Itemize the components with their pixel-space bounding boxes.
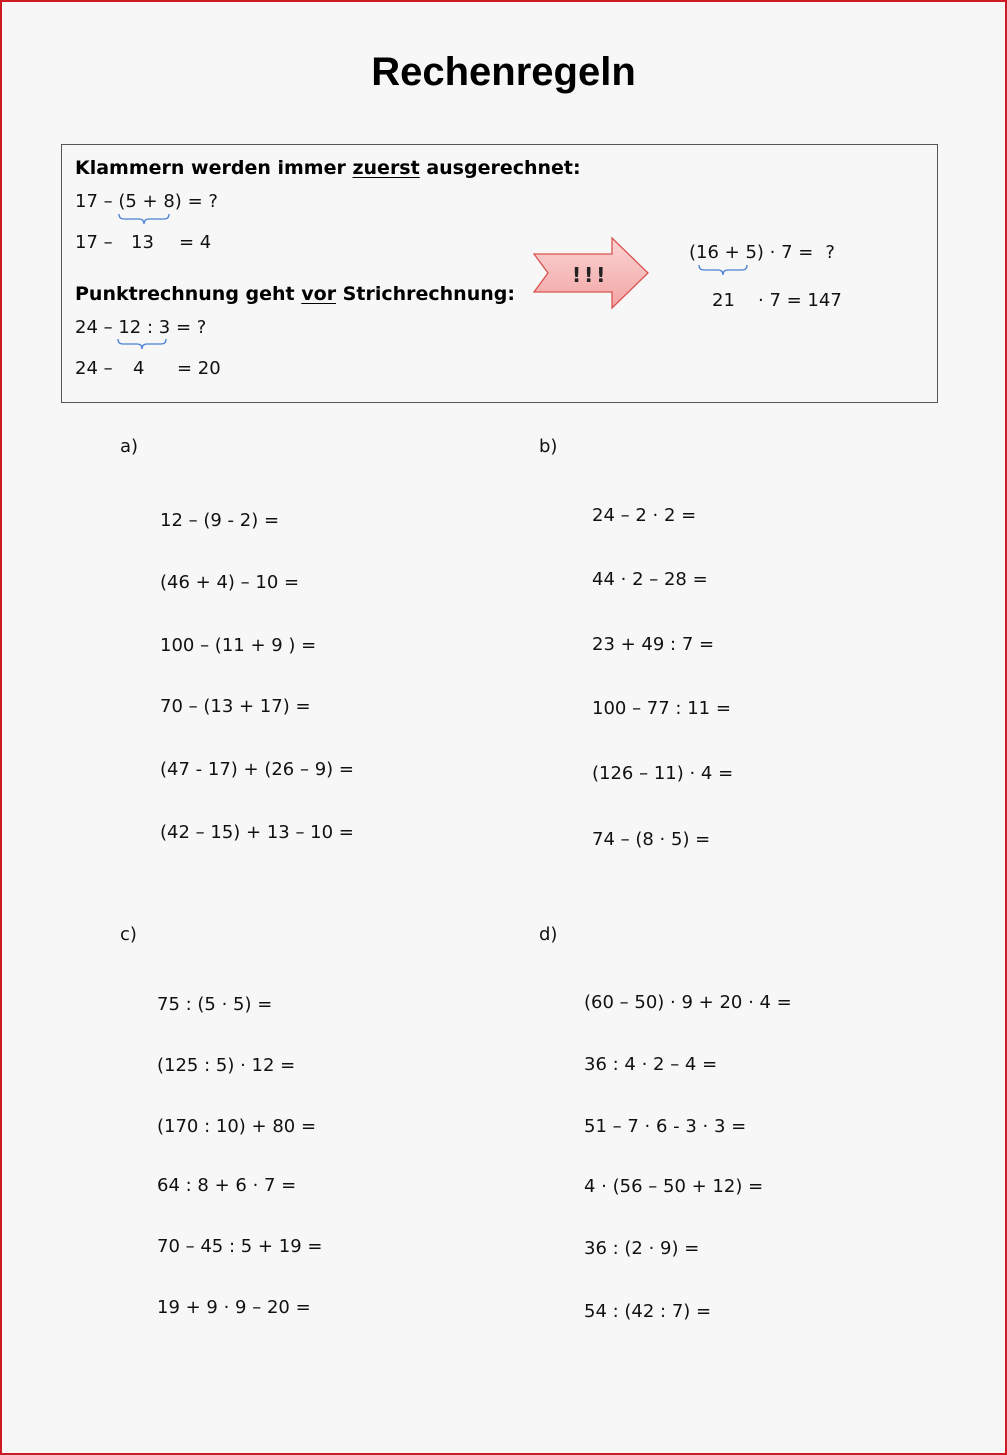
rule2-expr-right: = ? xyxy=(170,317,207,338)
task-d2: 36 : 4 · 2 – 4 = xyxy=(584,1054,718,1075)
rule2-expr-left: 24 – xyxy=(75,317,119,338)
task-b4: 100 – 77 : 11 = xyxy=(592,698,731,719)
task-c5: 70 – 45 : 5 + 19 = xyxy=(157,1236,323,1257)
example-result-left: 21 xyxy=(712,290,735,311)
task-a6: (42 – 15) + 13 – 10 = xyxy=(160,822,354,843)
rule1-result-left: 17 – xyxy=(75,232,113,253)
rule1-expr-bracket: (5 + 8) xyxy=(118,191,182,212)
task-b1: 24 – 2 · 2 = xyxy=(592,505,697,526)
task-c4: 64 : 8 + 6 · 7 = xyxy=(157,1175,297,1196)
task-b3: 23 + 49 : 7 = xyxy=(592,634,715,655)
rule1-result-right: = 4 xyxy=(179,232,212,253)
task-a4: 70 – (13 + 17) = xyxy=(160,696,311,717)
rule2-result-left: 24 – xyxy=(75,358,113,379)
task-d4: 4 · (56 – 50 + 12) = xyxy=(584,1176,764,1197)
section-d-label: d) xyxy=(539,924,558,945)
task-d1: (60 – 50) · 9 + 20 · 4 = xyxy=(584,992,792,1013)
rule1-underbrace xyxy=(118,213,170,225)
example-expr-bracket: (16 + 5) xyxy=(689,242,764,263)
section-a-label: a) xyxy=(120,436,139,457)
task-b6: 74 – (8 · 5) = xyxy=(592,829,711,850)
rule2-expr-bracket: 12 : 3 xyxy=(118,317,171,338)
rule1-heading-end: ausgerechnet: xyxy=(419,157,581,179)
rule1-expr-right: = ? xyxy=(181,191,218,212)
example-underbrace xyxy=(698,264,748,276)
example-result-right: · 7 = 147 xyxy=(758,290,842,311)
rule2-result-right: = 20 xyxy=(177,358,221,379)
task-c1: 75 : (5 · 5) = xyxy=(157,994,273,1015)
task-d3: 51 – 7 · 6 - 3 · 3 = xyxy=(584,1116,747,1137)
rule2-heading-start: Punktrechnung geht xyxy=(75,283,302,305)
rule2-heading-end: Strichrechnung: xyxy=(336,283,515,305)
task-b5: (126 – 11) · 4 = xyxy=(592,763,734,784)
rule2-underbrace xyxy=(117,338,167,350)
task-b2: 44 · 2 – 28 = xyxy=(592,569,708,590)
rule1-expression xyxy=(75,191,218,212)
example-expression xyxy=(689,242,835,263)
rule1-result-value: 13 xyxy=(131,232,154,253)
rules-box xyxy=(61,144,938,403)
rule2-heading-emphasis: vor xyxy=(301,283,337,305)
rule2-result-value: 4 xyxy=(133,358,145,379)
rule1-heading-start: Klammern werden immer xyxy=(75,157,353,179)
task-c3: (170 : 10) + 80 = xyxy=(157,1116,317,1137)
rule1-expr-left: 17 – xyxy=(75,191,119,212)
page-title: Rechenregeln xyxy=(371,50,636,94)
section-b-label: b) xyxy=(539,436,558,457)
task-a2: (46 + 4) – 10 = xyxy=(160,572,300,593)
task-d5: 36 : (2 · 9) = xyxy=(584,1238,700,1259)
task-a3: 100 – (11 + 9 ) = xyxy=(160,635,317,656)
arrow-label: !!! xyxy=(572,263,609,287)
task-c6: 19 + 9 · 9 – 20 = xyxy=(157,1297,311,1318)
rule1-heading xyxy=(75,157,581,179)
rule1-heading-emphasis: zuerst xyxy=(352,157,420,179)
task-a5: (47 - 17) + (26 – 9) = xyxy=(160,759,354,780)
task-a1: 12 – (9 - 2) = xyxy=(160,510,280,531)
example-question: ? xyxy=(825,242,835,263)
rule2-expression xyxy=(75,317,206,338)
task-c2: (125 : 5) · 12 = xyxy=(157,1055,296,1076)
task-d6: 54 : (42 : 7) = xyxy=(584,1301,712,1322)
rule2-heading xyxy=(75,283,515,305)
example-expr-right: · 7 = xyxy=(763,242,814,263)
section-c-label: c) xyxy=(120,924,137,945)
